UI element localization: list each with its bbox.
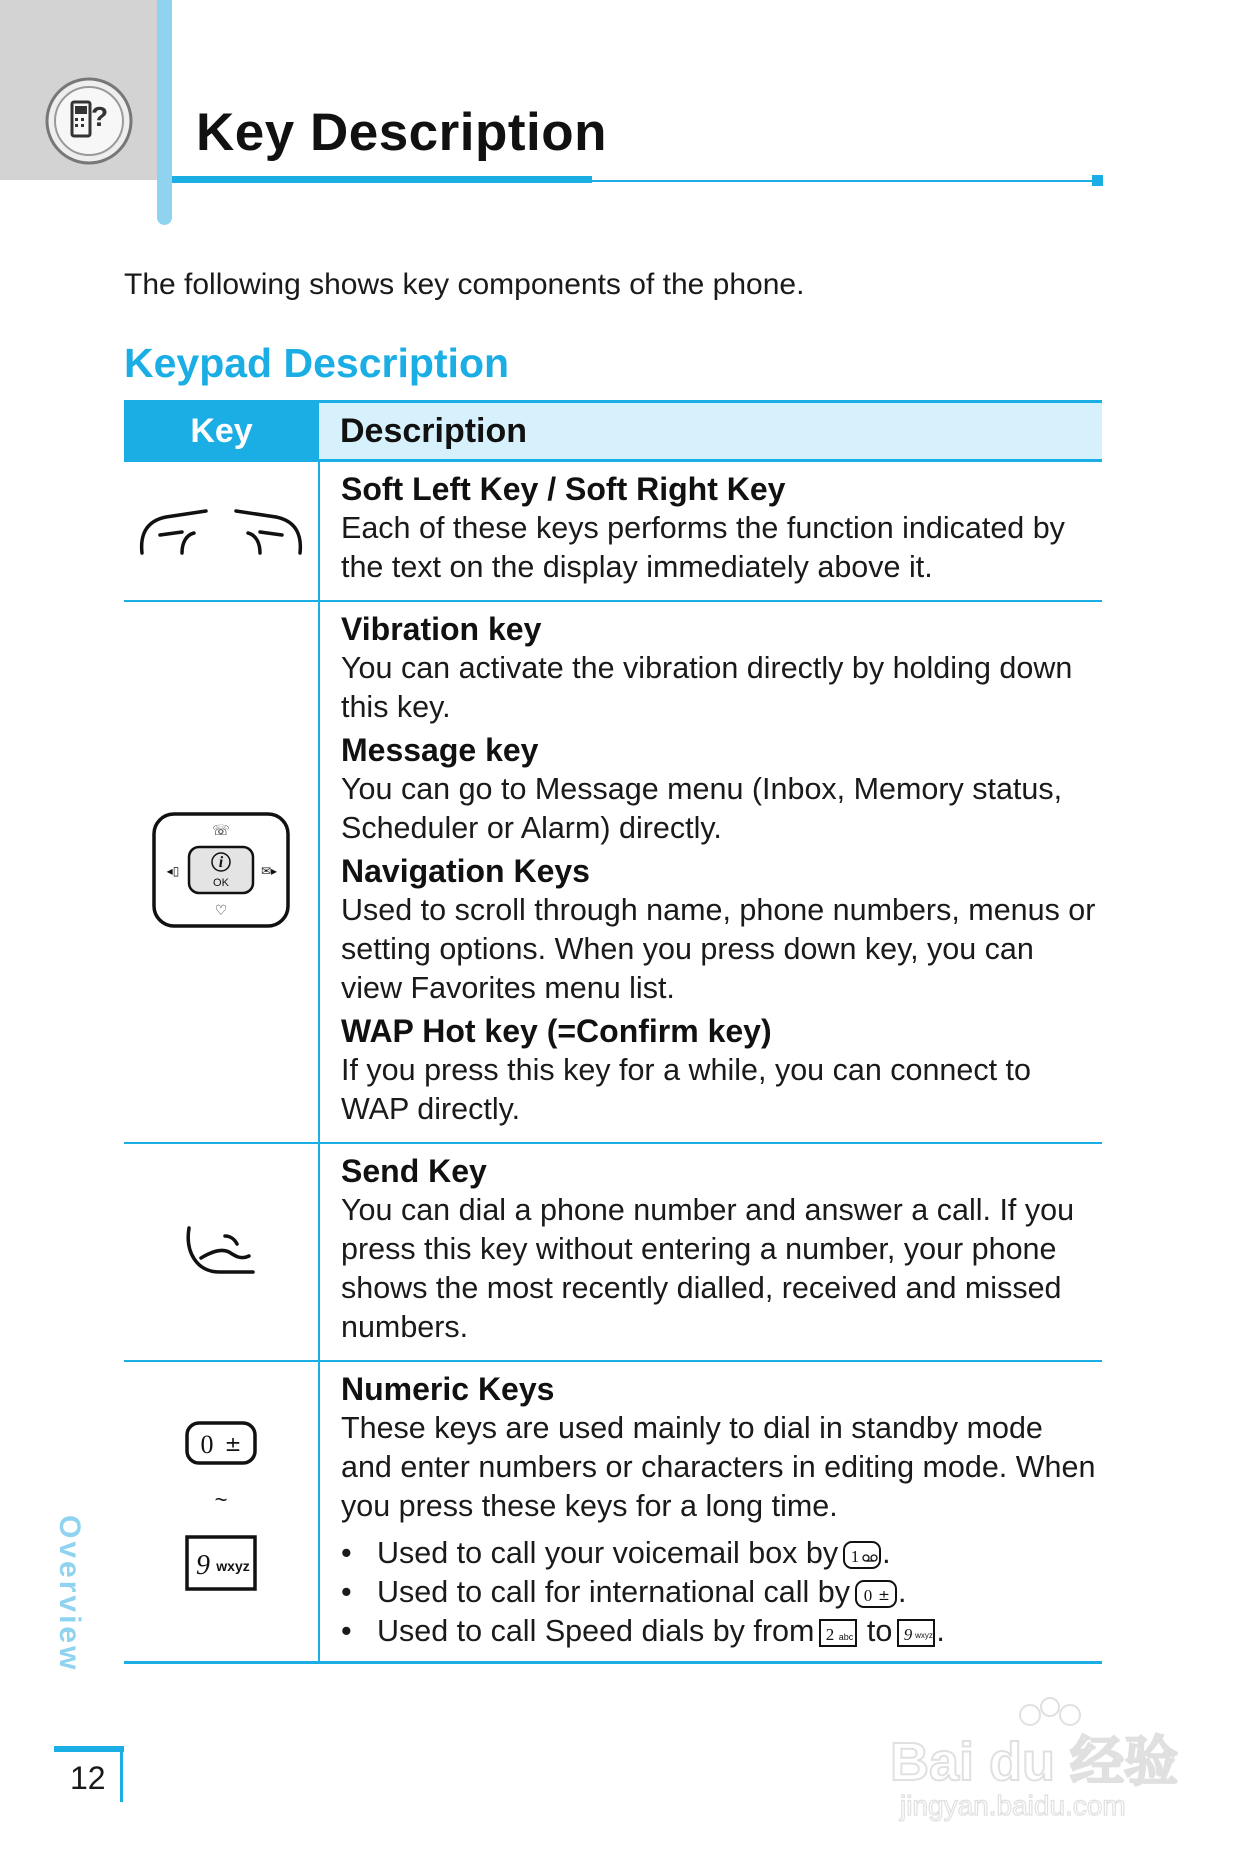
entry-title: Vibration key [341, 611, 542, 647]
title-rule-end [1092, 175, 1103, 186]
bullet-text-to: to [866, 1614, 893, 1648]
key-2-label: 2 [826, 1624, 835, 1644]
page-number-bar [54, 1746, 124, 1752]
entry-title: Soft Left Key / Soft Right Key [341, 471, 786, 507]
bullet-text: Used to call your voicemail box by [377, 1536, 839, 1570]
phone-help-icon [44, 76, 134, 166]
key-9-label: 9 [196, 1550, 210, 1581]
entry-text: Used to scroll through name, phone numbers, menus or setting options. When you press down key, you can view Favorites menu list. [341, 893, 1096, 1005]
list-item [341, 1534, 1102, 1573]
key-0-plus-icon [854, 1579, 898, 1609]
entry-text: You can go to Message menu (Inbox, Memory status, Scheduler or Alarm) directly. [341, 772, 1063, 845]
svg-text:✉▸: ✉▸ [260, 863, 278, 878]
title-underline [172, 176, 592, 183]
baidu-watermark [880, 1685, 1180, 1825]
svg-text:?: ? [91, 101, 109, 132]
table-header-row [124, 402, 1102, 461]
page-number-divider [120, 1752, 123, 1802]
list-item [341, 1612, 1102, 1651]
numeric-keys-icon [181, 1419, 261, 1599]
description-cell [319, 601, 1102, 1143]
description-cell [319, 1143, 1102, 1361]
key-1-voicemail-icon [842, 1540, 882, 1570]
send-key-icon [183, 1222, 259, 1278]
key-9-letters: wxyz [915, 1630, 934, 1640]
column-header-key: Key [124, 402, 319, 461]
corner-accent-bar [157, 0, 172, 225]
key-cell [124, 1143, 319, 1361]
key-0-label: 0 [863, 1585, 873, 1605]
page-title: Key Description [196, 103, 608, 162]
page-number: 12 [70, 1760, 106, 1796]
navigation-pad-icon [151, 811, 291, 929]
svg-text:OK: OK [213, 876, 229, 889]
key-9-label: 9 [904, 1624, 913, 1644]
key-cell [124, 1361, 319, 1663]
svg-text:◂▯: ◂▯ [166, 863, 180, 878]
soft-keys-icon [136, 499, 306, 559]
entry-text: You can activate the vibration directly by holding down this key. [341, 651, 1073, 724]
key-1-label: 1 [850, 1546, 860, 1566]
list-item [341, 1573, 1102, 1612]
svg-text:±: ± [224, 1432, 242, 1456]
table-row [124, 601, 1102, 1143]
key-cell [124, 601, 319, 1143]
range-tilde: ~ [214, 1487, 228, 1512]
table-row [124, 1143, 1102, 1361]
key-2-abc-icon [818, 1618, 858, 1648]
section-heading: Keypad Description [124, 340, 510, 386]
intro-text: The following shows key components of the phone. [124, 268, 805, 301]
bullet-period: . [936, 1614, 945, 1648]
entry-text: If you press this key for a while, you can connect to WAP directly. [341, 1053, 1031, 1126]
key-cell [124, 461, 319, 602]
description-cell [319, 1361, 1102, 1663]
key-9-wxyz-icon [896, 1618, 936, 1648]
svg-text:±: ± [878, 1587, 890, 1604]
entry-title: Message key [341, 732, 539, 768]
title-rule [592, 180, 1092, 182]
bullet-text: Used to call Speed dials by from [377, 1614, 815, 1648]
entry-title: Send Key [341, 1153, 487, 1189]
entry-text: These keys are used mainly to dial in standby mode and enter numbers or characters in editing mode. When you press these keys for a long time. [341, 1411, 1096, 1523]
entry-text: You can dial a phone number and answer a call. If you press this key without entering a number, your phone shows the most recently dialled, received and missed numbers. [341, 1193, 1075, 1344]
column-header-description: Description [319, 402, 1102, 461]
table-row [124, 461, 1102, 602]
watermark-url: jingyan.baidu.com [900, 1790, 1126, 1821]
entry-text: Each of these keys performs the function indicated by the text on the display immediately above it. [341, 511, 1065, 584]
table-row [124, 1361, 1102, 1663]
description-cell [319, 461, 1102, 602]
bullet-text: Used to call for international call by [377, 1575, 850, 1609]
keypad-table [124, 400, 1102, 1664]
key-9-letters: wxyz [216, 1558, 250, 1574]
svg-text:☏: ☏ [212, 822, 230, 839]
svg-text:i: i [218, 853, 224, 871]
watermark-brand: Bai du 经验 [890, 1732, 1179, 1792]
bullet-period: . [882, 1536, 891, 1570]
entry-title: WAP Hot key (=Confirm key) [341, 1013, 772, 1049]
entry-title: Navigation Keys [341, 853, 590, 889]
key-2-letters: abc [839, 1631, 854, 1642]
section-tab-label: Overview [53, 1515, 86, 1673]
svg-text:♡: ♡ [214, 902, 228, 919]
key-0-label: 0 [200, 1430, 214, 1459]
bullet-list [341, 1534, 1102, 1651]
entry-title: Numeric Keys [341, 1371, 555, 1407]
bullet-period: . [898, 1575, 907, 1609]
